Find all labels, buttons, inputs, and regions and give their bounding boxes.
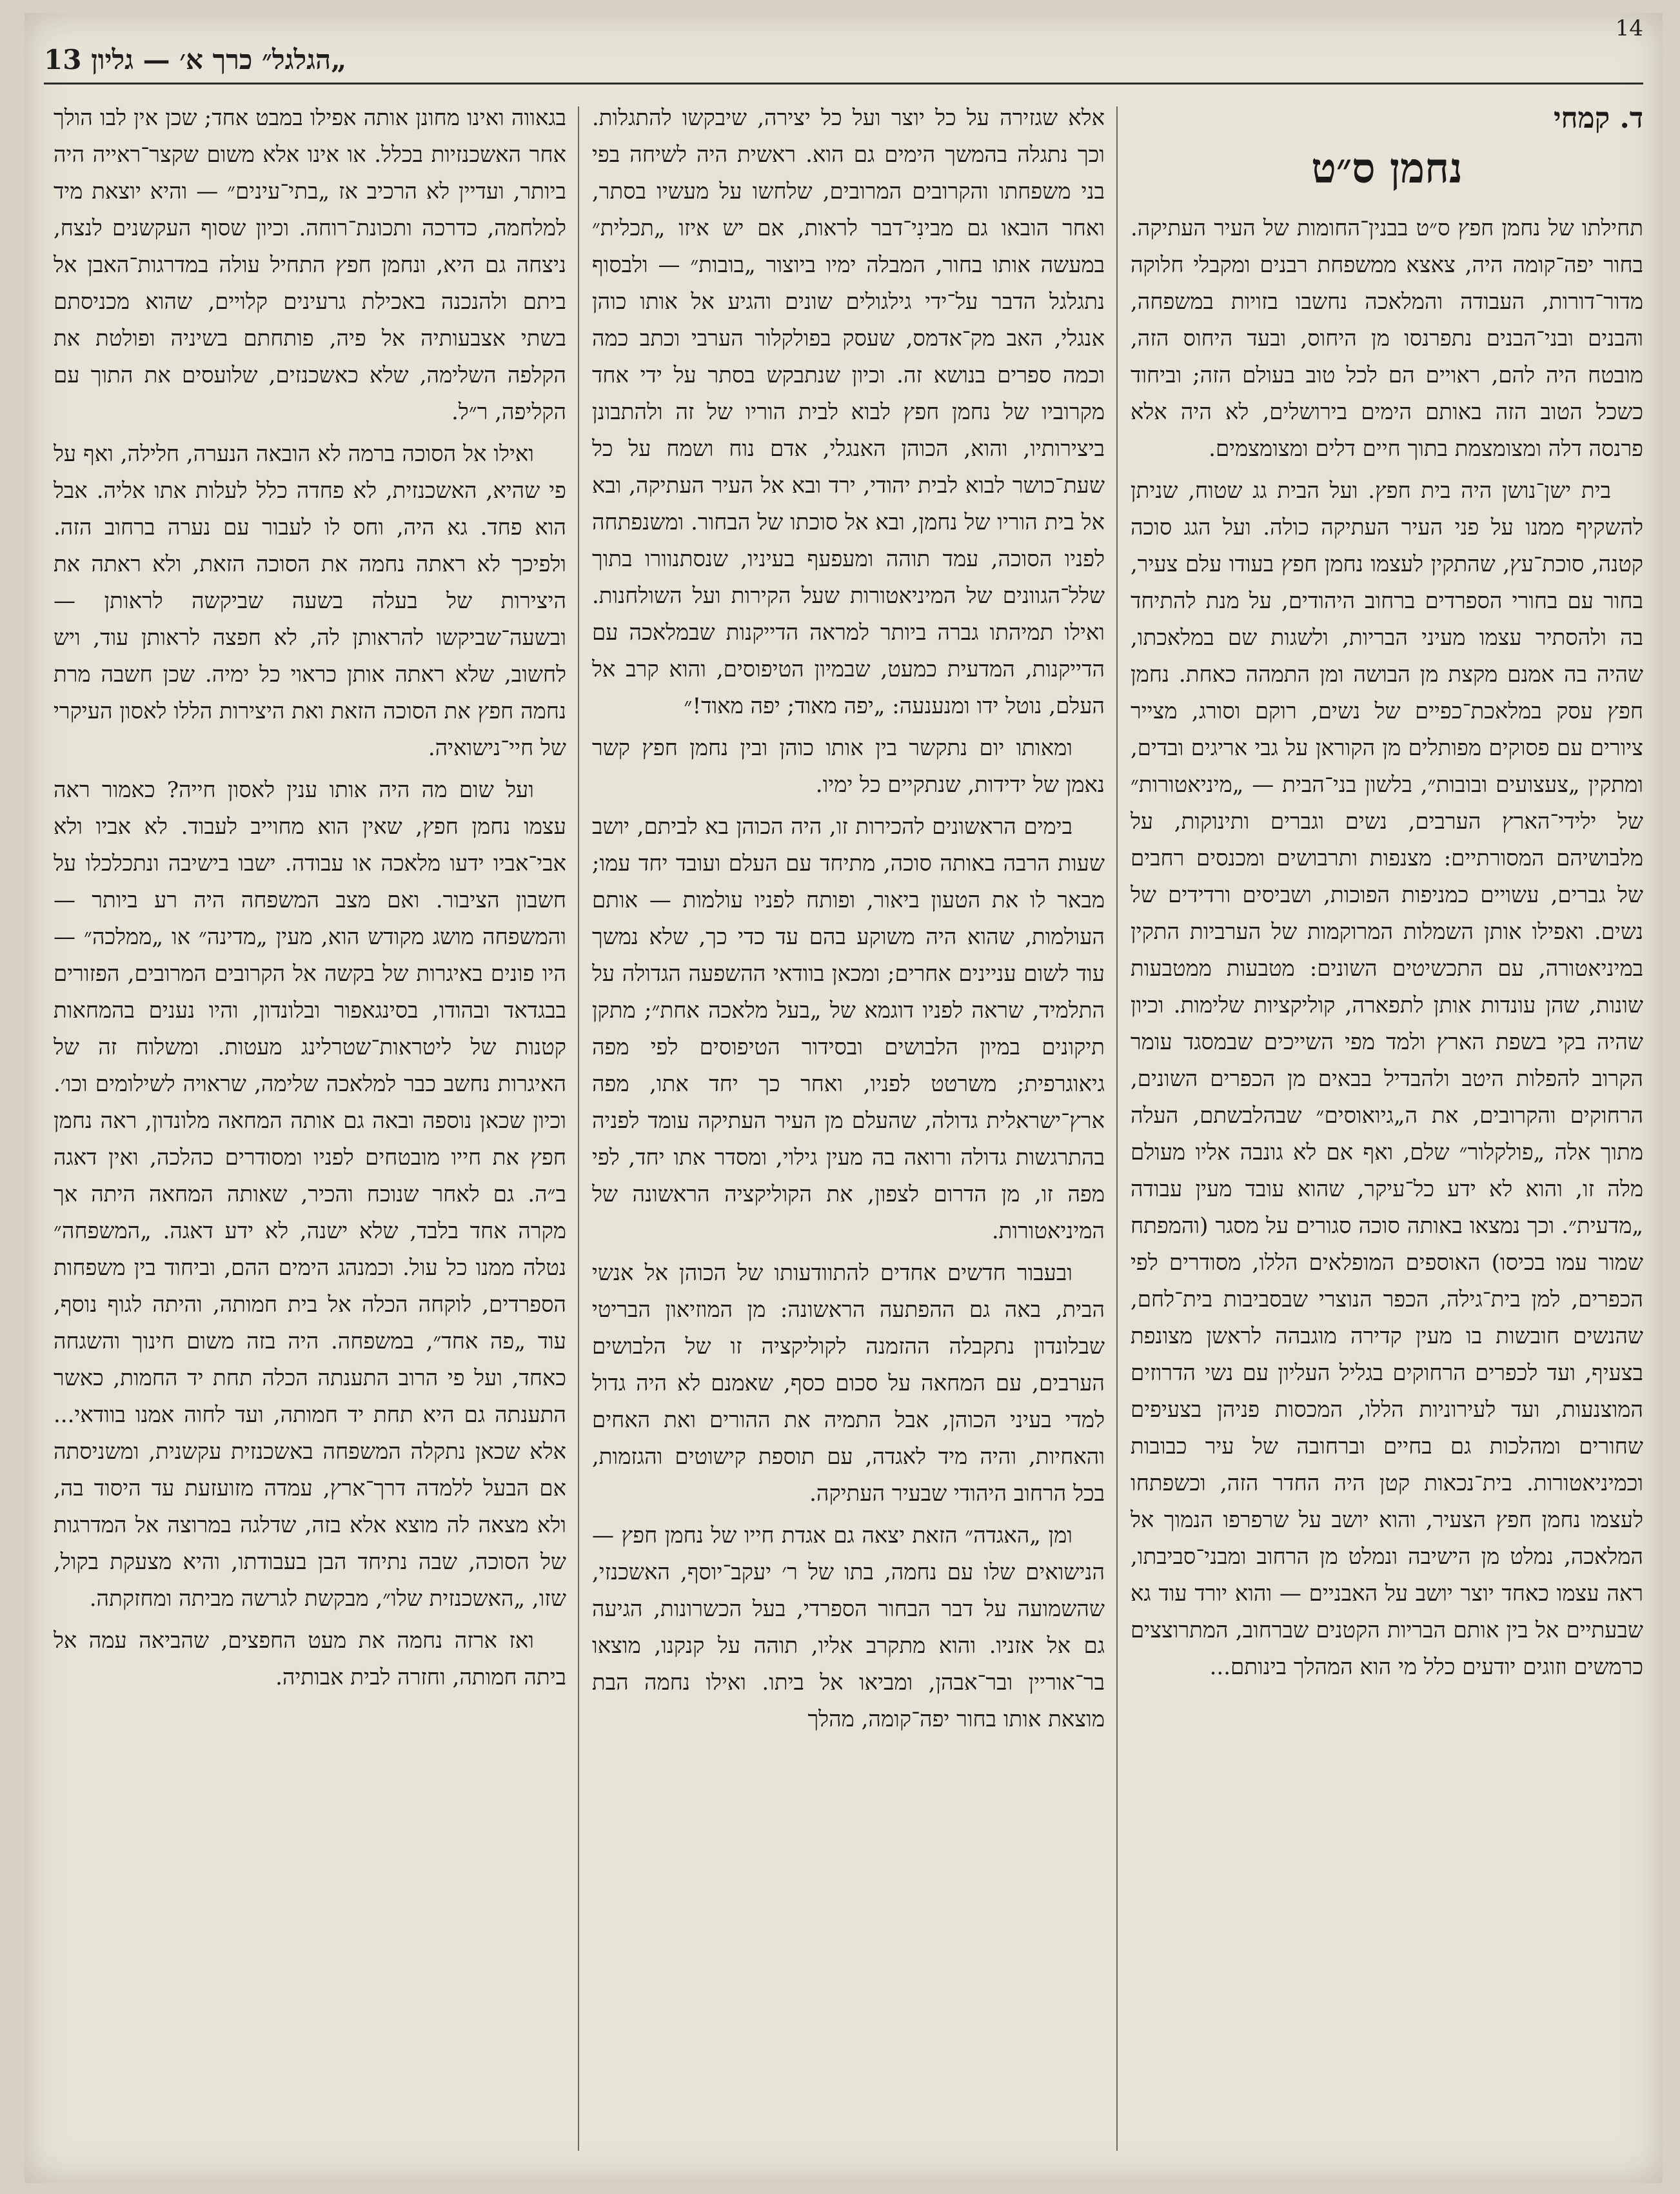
column-divider	[1116, 106, 1118, 2151]
paragraph: בית ישן־נושן היה בית חפץ. ועל הבית גג שטוח, שניתן להשקיף ממנו על פני העיר העתיקה כולה. ועל הגג סוכה קטנה, סוכת־עץ, שהתקין לעצמו נחמן חפץ בעודו עלם צעיר, בחור עם בחורי הספרדים ברחוב היהודים, על מנת להתיחד בה ולהסתיר עצמו מעיני הבריות, ולשגות שם במלאכתו, שהיה בה אמנם מקצת מן הבושה ומן התמהה כאחת. נחמן חפץ עסק במלאכת־כפיים של נשים, רוקם וסורג, מצייר ציורים עם פסוקים מפותלים מן הקוראן על גבי אריגים ובדים, ומתקין „צעצועים ובובות״, בלשון בני־הבית — „מיניאטורות״ של ילידי־הארץ הערבים, נשים וגברים ותינוקות, על מלבושיהם המסורתיים: מצנפות ותרבושים ומכנסים רחבים של גברים, עשויים כמניפות הפוכות, ושביסים ורדידים של נשים. ואפילו אותן השמלות המרוקמות של הערביות התקין במיניאטורה, עם התכשיטים השונים: מטבעות ממטבעות שונות, שהן עונדות אותן לתפארה, קוליקציות שלימות. וכיון שהיה בקי בשפת הארץ ולמד מפי השייכים שבמסגד עומר הקרוב להפלות היטב ולהבדיל בבאים מן הכפרים השונים, הרחוקים והקרובים, את ה„גיואוסים״ שבהלבשתם, העלה מתוך אלה „פולקלור״ שלם, ואף אם לא גונבה אליו מעולם מלה זו, והוא לא ידע כל־עיקר, שהוא עובד מעין עבודה „מדעית״. וכך נמצאו באותה סוכה סגורים על מסגר (והמפתח שמור עמו בכיסו) האוספים המופלאים הללו, מסודרים לפי הכפרים, למן בית־גילה, הכפר הנוצרי שבסביבות בית־לחם, שהנשים חובשות בו מעין קדירה מוגבהה לראשן מצונפת בצעיף, ועד לכפרים הרחוקים בגליל העליון עם נשי הדרוזים המוצנעות, ועד לעירוניות הללו, המכסות פניהן בצעיפים שחורים ומהלכות גם בחיים וברחובה של עיר כבובות וכמיניאטורות. בית־נכאות קטן היה החדר הזה, וכשפתחו לעצמו נחמן חפץ הצעיר, והוא יושב על שרפרפו הנמוך אל המלאכה, נמלט מן הישיבה ונמלט מן הרחוב ומבני־סביבתו, ראה עצמו כאחד יוצר יושב על האבניים — והוא יורד עוד גא שבעתיים אל בין אותם הבריות הקטנים שברחוב, המתרוצצים כרמשים וזוגים יודעים כלל מי הוא המהלך בינותם...	[1131, 478, 1643, 1680]
running-title: „הגלגל״ כרך א׳ — גליון 13	[44, 44, 347, 75]
paragraph: ואז ארזה נחמה את מעט החפצים, שהביאה עמה אל ביתה חמותה, וחזרה לבית אבותיה.	[54, 1628, 566, 1690]
paragraph: ומאותו יום נתקשר בין אותו כוהן ובין נחמן חפץ קשר נאמן של ידידות, שנתקיים כל ימיו.	[592, 735, 1105, 798]
paragraph: ובעבור חדשים אחדים להתוודעותו של הכוהן אל אנשי הבית, באה גם ההפתעה הראשונה: מן המוזיאון הבריטי שבלונדון נתקבלה ההזמנה לקוליקציה זו של הלבושים הערבים, עם המחאה על סכום כסף, שאמנם לא היה גדול למדי בעיני הכוהן, אבל התמיה את ההורים ואת האחים והאחיות, והיה מיד לאגדה, עם תוספת קישוטים והגזמות, בכל הרחוב היהודי שבעיר העתיקה.	[592, 1260, 1105, 1507]
header-rule	[44, 83, 1643, 84]
article-columns	[44, 100, 1643, 2157]
paragraph: תחילתו של נחמן חפץ ס״ט בבנין־החומות של העיר העתיקה. בחור יפה־קומה היה, צאצא ממשפחת רבנים ומקבלי חלוקה מדור־דורות, העבודה והמלאכה נחשבו בזויות במשפחה, והבנים ובני־הבנים נתפרנסו מן היחוס, ובעד היחוס הזה, מובטח היה להם, ראויים הם לכל טוב בעולם הזה; וביחוד כשכל הטוב הזה באותם הימים בירושלים, לא היה אלא פרנסה דלה ומצומצמת בתוך חיים דלים ומצומצמים.	[1131, 215, 1643, 462]
newspaper-page	[25, 13, 1663, 2183]
paragraph: אלא שגזירה על כל יוצר ועל כל יצירה, שיבקשו להתגלות. וכך נתגלה בהמשך הימים גם הוא. ראשית היה לשיחה בפי בני משפחתו והקרובים המרובים, שלחשו על מעשיו בסתר, ואחר הובאו גם מבינִי־דבר לראות, אם יש איזו „תכלית״ במעשה אותו בחור, המבלה ימיו ביוצור „בובות״ — ולבסוף נתגלגל הדבר על־ידי גילגולים שונים והגיע אל אותו כוהן אנגלי, האב מק־אדמס, שעסק בפולקלור הערבי וכתב כמה וכמה ספרים בנושא זה. וכיון שנתבקש בסתר על ידי אחד מקרוביו של נחמן חפץ לבוא לבית הוריו של זה ולהתבונן ביצירותיו, והוא, הכוהן האנגלי, אדם נוח ושמח על כל שעת־כושר לבוא לבית יהודי, ירד ובא אל העיר העתיקה, ובא אל בית הוריו של נחמן, ובא אל סוכתו של הבחור. ומשנפתחה לפניו הסוכה, עמד תוהה ומעפעף בעיניו, שנסתנוורו בתוך שלל־הגוונים של המיניאטורות שעל הקירות ועל השולחנות. ואילו תמיהתו גברה ביותר למראה הדייקנות שבמלאכה עם הדייקנות, המדעית כמעט, שבמיון הטיפוסים, והוא קרב אל העלם, נוטל ידו ומנענעה: „יפה מאוד; יפה מאוד!״	[592, 105, 1105, 719]
paragraph: בימים הראשונים להכירות זו, היה הכוהן בא לביתם, יושב שעות הרבה באותה סוכה, מתיחד עם העלם ועובד יחד עמו; מבאר לו את הטעון ביאור, ופותח לפניו עולמות — אותם העולמות, שהוא היה משוקע בהם עד כדי כך, שלא נמשך עוד לשום עניינים אחרים; ומכאן בוודאי ההשפעה הגדולה על התלמיד, שראה לפניו דוגמא של „בעל מלאכה אחת״; מתקן תיקונים במיון הלבושים ובסידור הטיפוסים לפי מפה גיאוגרפית; משרטט לפניו, ואחר כך יחד אתו, מפה ארץ־ישראלית גדולה, שהעלם מן העיר העתיקה עומד לפניה בהתרגשות גדולה ורואה בה מעין גילוי, ומסדר אתו יחד, לפי מפה זו, מן הדרום לצפון, את הקוליקציה הראשונה של המיניאטורות.	[592, 814, 1105, 1244]
paragraph: ואילו אל הסוכה ברמה לא הובאה הנערה, חלילה, ואף על פי שהיא, האשכנזית, לא פחדה כלל לעלות אתו אליה. אבל הוא פחד. גא היה, וחס לו לעבור עם נערה ברחוב הזה. ולפיכך לא ראתה נחמה את הסוכה הזאת, ולא ראתה את היצירות של בעלה בשעה שביקשה לראותן — ובשעה־שביקשו להראותן לה, לא חפצה לראותן עוד, ויש לחשוב, שלא ראתה אותן כראוי כל ימיה. שכן חשבה מרת נחמה חפץ את הסוכה הזאת ואת היצירות הללו לאסון העיקרי של חיי־נישואיה.	[54, 441, 566, 761]
article-title: נחמן ס״ט	[1311, 144, 1463, 193]
column-divider	[578, 106, 579, 2151]
column-3	[54, 100, 566, 2157]
paragraph: ועל שום מה היה אותו ענין לאסון חייה? כאמור ראה עצמו נחמן חפץ, שאין הוא מחוייב לעבוד. לא אביו ולא אבי־אביו ידעו מלאכה או עבודה. ישבו בישיבה ונתכלכלו על חשבון הציבור. ואם מצב המשפחה היה רע ביותר — והמשפחה מושג מקודש הוא, מעין „מדינה״ או „ממלכה״ — היו פונים באיגרות של בקשה אל הקרובים המרובים, הפזורים בבגדאד ובהודו, בסינגאפור ובלונדון, והיו נענים בהמחאות קטנות של ליטראות־שטרלינג מעטות. ומשלוח זה של האיגרות נחשב כבר למלאכה שלימה, שראויה לשילומים וכו׳. וכיון שכאן נוספה ובאה גם אותה המחאה מלונדון, ראה נחמן חפץ את חייו מובטחים לפניו ומסודרים כהלכה, ואין דאגה ב״ה. גם לאחר שנוכח והכיר, שאותה המחאה היתה אך מקרה אחד בלבד, שלא ישנה, לא ידע דאגה. „המשפחה״ נטלה ממנו כל עול. וכמנהג הימים ההם, וביחוד בין משפחות הספרדים, לוקחה הכלה אל בית חמותה, והיתה לגוף נוסף, עוד „פה אחד״, במשפחה. היה בזה משום חינוך והשגחה כאחד, ועל פי הרוב התענתה הכלה תחת יד החמות, כאשר התענתה גם היא תחת יד חמותה, ועד לחוה אמנו בוודאי... אלא שכאן נתקלה המשפחה באשכנזית עקשנית, ומשניסתה אם הבעל ללמדה דרך־ארץ, עמדה מזועזעת עד היסוד בה, ולא מצאה לה מוצא אלא בזה, שדלגה במרוצה אל המדרגות של הסוכה, שבה נתיחד הבן בעבודתו, והיא מצעקת בקול, שזו, „האשכנזית שלו״, מבקשת לגרשה מביתה ומחזקתה.	[54, 777, 566, 1612]
paragraph: ומן „האגדה״ הזאת יצאה גם אגדת חייו של נחמן חפץ — הנישואים שלו עם נחמה, בתו של ר׳ יעקב־יוסף, האשכנזי, שהשמועה על דבר הבחור הספרדי, בעל הכשרונות, הגיעה גם אל אזניו. והוא מתקרב אליו, תוהה על קנקנו, מוצאו בר־אוריין ובר־אבהן, ומביאו אל ביתו. ואילו נחמה הבת מוצאת אותו בחור יפה־קומה, מהלך	[592, 1523, 1105, 1732]
page-header	[25, 13, 1663, 84]
page-number: 14	[1615, 15, 1643, 41]
column-1	[1131, 100, 1643, 2157]
column-2	[592, 100, 1105, 2157]
article-byline: ד. קמחי	[1553, 102, 1643, 135]
paragraph: בגאווה ואינו מחונן אותה אפילו במבט אחד; שכן אין לבו הולך אחר האשכנזיות בכלל. או אינו אלא משום שקצר־ראייה היה ביותר, ועדיין לא הרכיב אז „בתי־עינים״ — והיא יוצאת מיד למלחמה, כדרכה ותכונת־רוחה. וכיון שסוף העקשנים לנצח, ניצחה גם היא, ונחמן חפץ התחיל עולה במדרגות־האבן אל ביתם ולהנכנה באכילת גרעינים קלויים, שהוא מכניסתם בשתי אצבעותיה אל פיה, פותחתם בשיניה ופולטת את הקלפה השלימה, שלא כאשכנזים, שלועסים את התוך עם הקליפה, ר״ל.	[54, 105, 566, 425]
